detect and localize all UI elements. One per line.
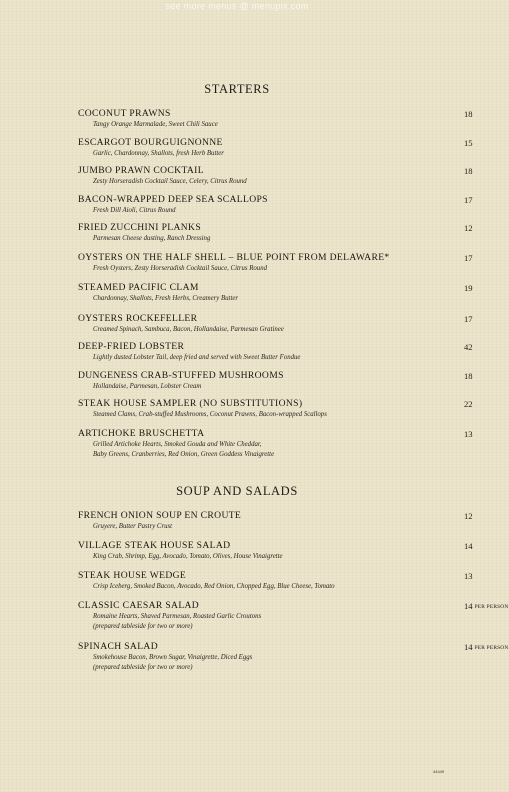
price-value: 12 bbox=[464, 511, 473, 521]
menu-item-description: Romaine Hearts, Shaved Parmesan, Roasted Garlic Croutons bbox=[93, 613, 262, 620]
menu-item-price bbox=[464, 341, 473, 353]
menu-item-price bbox=[464, 222, 473, 234]
menu-item bbox=[78, 600, 509, 631]
menu-item-price bbox=[464, 540, 473, 552]
menu-item bbox=[78, 222, 473, 244]
price-value: 42 bbox=[464, 342, 473, 352]
menu-item-name: STEAMED PACIFIC CLAM bbox=[78, 282, 199, 293]
price-value: 14 bbox=[464, 601, 473, 611]
menu-item-name: DEEP-FRIED LOBSTER bbox=[78, 341, 185, 352]
price-value: 14 bbox=[464, 642, 473, 652]
menu-item-price bbox=[464, 510, 473, 522]
menu-item-name: SPINACH SALAD bbox=[78, 641, 158, 652]
menu-item-name: VILLAGE STEAK HOUSE SALAD bbox=[78, 540, 231, 551]
menu-item bbox=[78, 165, 473, 187]
menu-item-description: Crisp Iceberg, Smoked Bacon, Avocado, Red Onion, Chopped Egg, Blue Cheese, Tomato bbox=[93, 583, 335, 590]
menu-item-description: Smokehouse Bacon, Brown Sugar, Vinaigrette, Diced Eggs bbox=[93, 654, 253, 661]
price-value: 13 bbox=[464, 571, 473, 581]
menu-item-price bbox=[464, 641, 509, 654]
menu-item-description: Hollandaise, Parmesan, Lobster Cream bbox=[93, 383, 202, 390]
menu-item-price bbox=[464, 137, 473, 149]
menu-item-price bbox=[464, 313, 473, 325]
menu-item-description: King Crab, Shrimp, Egg, Avocado, Tomato, Olives, House Vinaigrette bbox=[93, 553, 283, 560]
menu-item-price bbox=[464, 282, 473, 294]
menu-item-name: STEAK HOUSE SAMPLER (NO SUBSTITUTIONS) bbox=[78, 398, 303, 409]
menu-item bbox=[78, 108, 473, 130]
menu-item-name: OYSTERS ON THE HALF SHELL – BLUE POINT FROM DELAWARE* bbox=[78, 252, 390, 263]
menu-item bbox=[78, 510, 473, 532]
menu-item bbox=[78, 428, 473, 459]
watermark-text: see more menus @ menupix.com bbox=[165, 1, 309, 11]
menu-item-description: Creamed Spinach, Sambuca, Bacon, Hollandaise, Parmesan Gratinee bbox=[93, 326, 284, 333]
menu-item-description: Gruyere, Butter Pastry Crust bbox=[93, 523, 173, 530]
menu-item-description: Baby Greens, Cranberries, Red Onion, Green Goddess Vinaigrette bbox=[93, 450, 275, 458]
menu-item bbox=[78, 313, 473, 335]
menu-item-name: ARTICHOKE BRUSCHETTA bbox=[78, 428, 205, 439]
menu-item bbox=[78, 341, 473, 363]
menu-item-description: (prepared tableside for two or more) bbox=[93, 663, 193, 671]
price-value: 14 bbox=[464, 541, 473, 551]
menu-item bbox=[78, 641, 509, 672]
menu-item-name: OYSTERS ROCKEFELLER bbox=[78, 313, 198, 324]
price-value: 18 bbox=[464, 166, 473, 176]
menu-item-price bbox=[464, 165, 473, 177]
price-value: 17 bbox=[464, 195, 473, 205]
price-value: 17 bbox=[464, 253, 473, 263]
price-value: 15 bbox=[464, 138, 473, 148]
price-value: 12 bbox=[464, 223, 473, 233]
menu-item-description: Chardonnay, Shallots, Fresh Herbs, Creamery Butter bbox=[93, 295, 238, 302]
menu-item-name: JUMBO PRAWN COCKTAIL bbox=[78, 165, 204, 176]
menu-item-description: Tangy Orange Marmalade, Sweet Chili Sauce bbox=[93, 121, 218, 128]
menu-item bbox=[78, 252, 473, 274]
menu-item-name: ESCARGOT BOURGUIGNONNE bbox=[78, 137, 223, 148]
menu-item-name: FRENCH ONION SOUP EN CROUTE bbox=[78, 510, 242, 521]
menu-item-name: BACON-WRAPPED DEEP SEA SCALLOPS bbox=[78, 194, 268, 205]
menu-item-name: FRIED ZUCCHINI PLANKS bbox=[78, 222, 202, 233]
menu-item-name: COCONUT PRAWNS bbox=[78, 108, 171, 119]
price-value: 13 bbox=[464, 429, 473, 439]
menu-item bbox=[78, 540, 473, 562]
menu-item bbox=[78, 370, 473, 392]
price-unit: PER PERSON bbox=[474, 604, 509, 610]
section-title-soup-and-salads: SOUP AND SALADS bbox=[176, 484, 298, 498]
menu-item bbox=[78, 282, 473, 304]
menu-item bbox=[78, 570, 473, 592]
menu-item-description: Grilled Artichoke Hearts, Smoked Gouda and White Cheddar, bbox=[93, 441, 262, 448]
menu-item-price bbox=[464, 194, 473, 206]
footer-code: 44449 bbox=[433, 769, 445, 774]
menu-item-description: (prepared tableside for two or more) bbox=[93, 622, 193, 630]
menu-item-price bbox=[464, 570, 473, 582]
menu-item-description: Parmesan Cheese dusting, Ranch Dressing bbox=[93, 235, 211, 242]
menu-item-price bbox=[464, 600, 509, 613]
menu-item bbox=[78, 137, 473, 159]
menu-item-price bbox=[464, 252, 473, 264]
price-value: 18 bbox=[464, 109, 473, 119]
menu-item-price bbox=[464, 398, 473, 410]
menu-item-price bbox=[464, 108, 473, 120]
menu-item-price bbox=[464, 370, 473, 382]
menu-item-name: STEAK HOUSE WEDGE bbox=[78, 570, 187, 581]
menu-item bbox=[78, 398, 473, 420]
price-unit: PER PERSON bbox=[474, 645, 509, 651]
menu-item-price bbox=[464, 428, 473, 440]
menu-item-description: Steamed Clams, Crab-stuffed Mushrooms, Coconut Prawns, Bacon-wrapped Scallops bbox=[93, 411, 327, 418]
menu-item-description: Zesty Horseradish Cocktail Sauce, Celery, Citrus Round bbox=[93, 178, 247, 185]
menu-item bbox=[78, 194, 473, 216]
price-value: 19 bbox=[464, 283, 473, 293]
menu-item-name: DUNGENESS CRAB-STUFFED MUSHROOMS bbox=[78, 370, 284, 381]
menu-item-description: Fresh Dill Aioli, Citrus Round bbox=[93, 207, 176, 214]
price-value: 22 bbox=[464, 399, 473, 409]
menu-item-description: Garlic, Chardonnay, Shallots, fresh Herb Butter bbox=[93, 150, 224, 157]
section-title-starters: STARTERS bbox=[204, 82, 270, 96]
menu-item-name: CLASSIC CAESAR SALAD bbox=[78, 600, 200, 611]
menu-item-description: Lightly dusted Lobster Tail, deep fried and served with Sweet Butter Fondue bbox=[93, 354, 301, 361]
price-value: 18 bbox=[464, 371, 473, 381]
menu-item-description: Fresh Oysters, Zesty Horseradish Cocktail Sauce, Citrus Round bbox=[93, 265, 268, 272]
price-value: 17 bbox=[464, 314, 473, 324]
